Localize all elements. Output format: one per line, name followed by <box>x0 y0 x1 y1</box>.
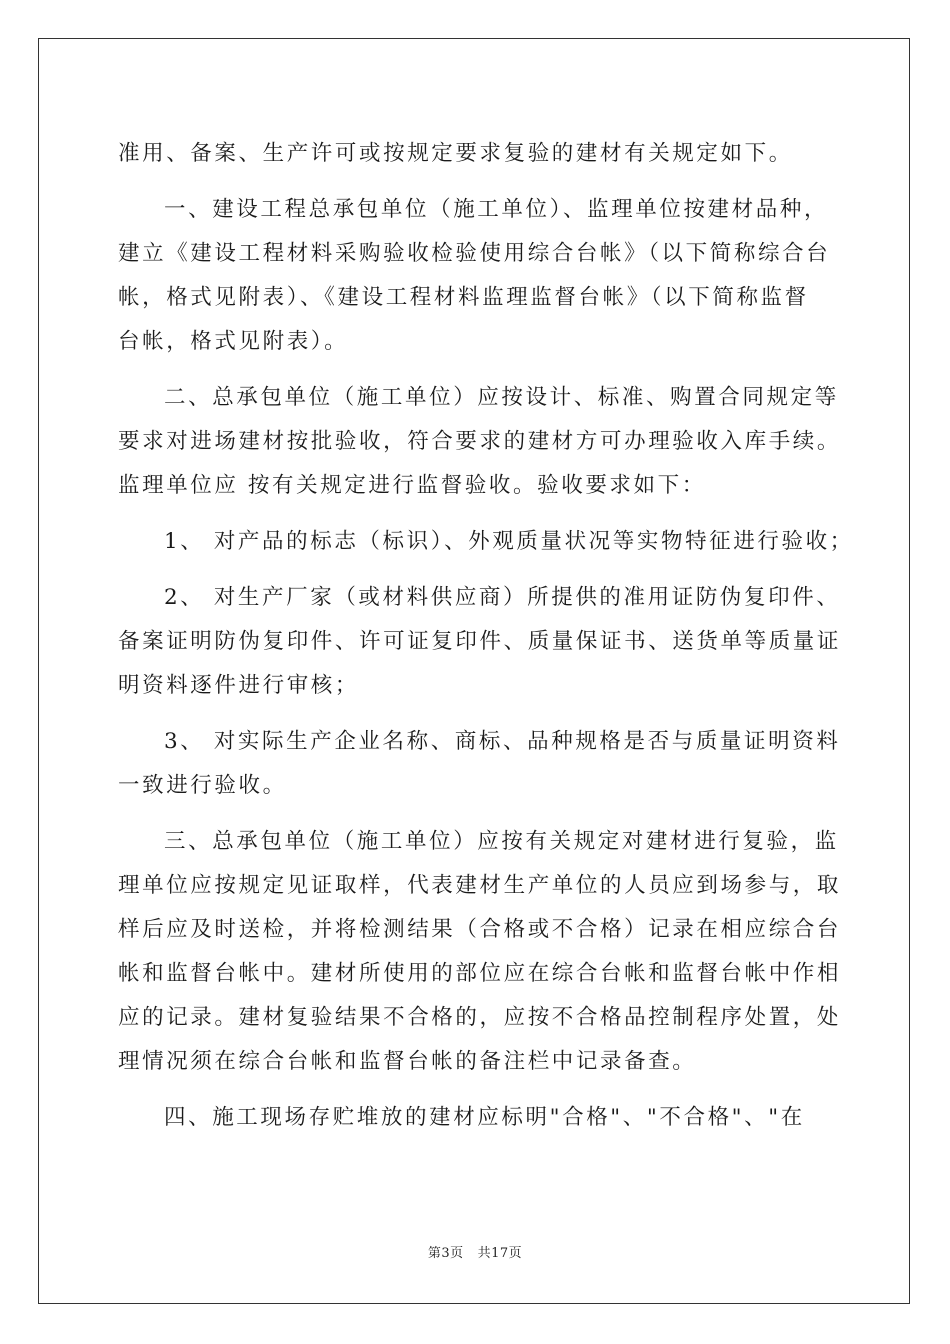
text-line: 要求对进场建材按批验收，符合要求的建材方可办理验收入库手续。 <box>118 429 842 454</box>
text-line: 理单位应按规定见证取样，代表建材生产单位的人员应到场参与，取 <box>118 873 842 898</box>
text-line: 三、总承包单位（施工单位）应按有关规定对建材进行复验，监 <box>164 829 839 854</box>
text-line: 2、 对生产厂家（或材料供应商）所提供的准用证防伪复印件、 <box>164 585 841 610</box>
text-line: 四、施工现场存贮堆放的建材应标明"合格"、"不合格"、"在 <box>164 1105 805 1130</box>
text-line: 台帐，格式见附表）。 <box>118 329 349 354</box>
page-total: 共17页 <box>477 1246 523 1261</box>
text-line: 3、 对实际生产企业名称、商标、品种规格是否与质量证明资料 <box>164 729 841 754</box>
page-number: 第3页 <box>427 1246 464 1261</box>
text-line: 明资料逐件进行审核； <box>118 673 360 698</box>
text-line: 帐和监督台帐中。建材所使用的部位应在综合台帐和监督台帐中作相 <box>118 961 842 986</box>
text-line: 应的记录。建材复验结果不合格的，应按不合格品控制程序处置，处 <box>118 1005 842 1030</box>
text-line: 样后应及时送检，并将检测结果（合格或不合格）记录在相应综合台 <box>118 917 842 942</box>
text-line: 准用、备案、生产许可或按规定要求复验的建材有关规定如下。 <box>118 141 793 166</box>
text-line: 一致进行验收。 <box>118 773 287 798</box>
text-line: 建立《建设工程材料采购验收检验使用综合台帐》（以下简称综合台 <box>118 241 831 266</box>
text-line: 帐，格式见附表）、《建设工程材料监理监督台帐》（以下简称监督 <box>118 285 809 310</box>
text-line: 监理单位应 按有关规定进行监督验收。验收要求如下： <box>118 473 706 498</box>
text-line: 1、 对产品的标志（标识）、外观质量状况等实物特征进行验收； <box>164 529 854 554</box>
text-line: 理情况须在综合台帐和监督台帐的备注栏中记录备查。 <box>118 1049 697 1074</box>
text-line: 二、总承包单位（施工单位）应按设计、标准、购置合同规定等 <box>164 385 839 410</box>
text-line: 备案证明防伪复印件、许可证复印件、质量保证书、送货单等质量证 <box>118 629 842 654</box>
text-line: 一、建设工程总承包单位（施工单位）、监理单位按建材品种， <box>164 197 829 222</box>
page-footer <box>0 1242 950 1261</box>
document-body <box>118 132 854 1140</box>
